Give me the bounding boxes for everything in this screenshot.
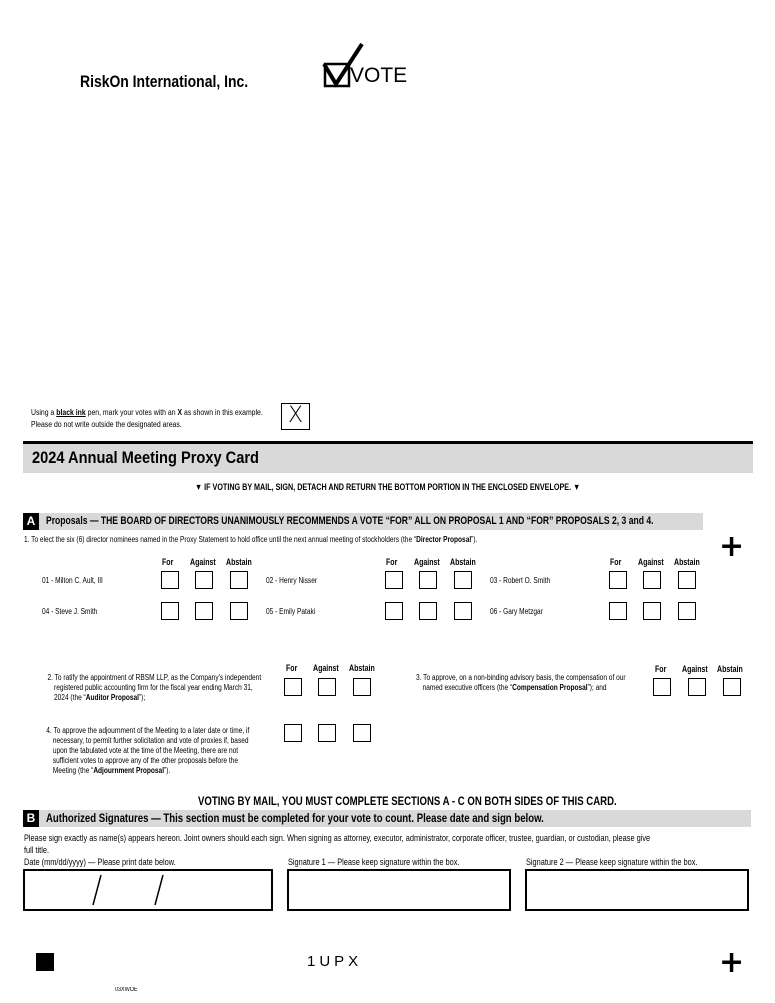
proposal-4-abstain-checkbox[interactable] [353,724,371,742]
nominee-05-against-checkbox[interactable] [419,602,437,620]
must-complete-notice: VOTING BY MAIL, YOU MUST COMPLETE SECTIONS A - C ON BOTH SIDES OF THIS CARD. [198,794,617,808]
header-against: Against [682,664,708,674]
proposal-2-for-checkbox[interactable] [284,678,302,696]
nominee-02: 02 - Henry Nisser [266,576,318,585]
proposal-4-text: 4. To approve the adjournment of the Meeting to a later date or time, if necessary, to permit further solicitation and vote of proxies if, based upon the tabulated vote at the time of the Meeting, there are not sufficient votes to approve any of the other proposals before the Meeting (the “Adjournment Proposal”). [46,726,250,775]
proposal-2-text: 2. To ratify the appointment of RBSM LLP, as the Company’s independent registered public accounting firm for the fiscal year ending March 31, 2024 (the “Auditor Proposal”); [47,673,262,702]
nominee-06-abstain-checkbox[interactable] [678,602,696,620]
company-name: RiskOn International, Inc. [80,72,249,91]
registration-square [36,953,54,971]
date-field[interactable] [23,869,273,911]
signature-2-field[interactable] [525,869,749,911]
nominee-01-against-checkbox[interactable] [195,571,213,589]
header-against: Against [313,663,339,673]
signature-1-field[interactable] [287,869,511,911]
vote-logo-text: VOTE [350,64,408,87]
header-for: For [655,664,667,674]
date-slashes [25,871,271,909]
proposal-1-text: 1. To elect the six (6) director nominees named in the Proxy Statement to hold office until the next annual meeting of stockholders (the “Director Proposal”). [24,535,478,544]
header-against: Against [414,557,440,567]
proposal-3-text: 3. To approve, on a non-binding advisory basis, the compensation of our named executive officers (the “Compensation Proposal”); and [416,673,626,692]
nominee-05-abstain-checkbox[interactable] [454,602,472,620]
nominee-02-against-checkbox[interactable] [419,571,437,589]
header-abstain: Abstain [717,664,743,674]
tiny-code: 03XWOE [115,987,138,993]
proposal-3-against-checkbox[interactable] [688,678,706,696]
nominee-05: 05 - Emily Pataki [266,607,316,616]
section-a-letter: A [23,513,39,530]
plus-mark-icon: + [719,945,745,980]
nominee-03-against-checkbox[interactable] [643,571,661,589]
vote-check-icon [322,42,408,92]
proposal-4-against-checkbox[interactable] [318,724,336,742]
proposal-2-abstain-checkbox[interactable] [353,678,371,696]
nominee-06: 06 - Gary Metzgar [490,607,543,616]
header-for: For [162,557,174,567]
vote-logo [322,42,408,92]
nominee-01: 01 - Milton C. Ault, III [42,576,103,585]
card-title: 2024 Annual Meeting Proxy Card [32,448,259,467]
nominee-04-abstain-checkbox[interactable] [230,602,248,620]
section-a-heading: Proposals — THE BOARD OF DIRECTORS UNANIMOUSLY RECOMMENDS A VOTE “FOR” ALL ON PROPOSAL 1 AND “FOR” PROPOSALS 2, 3 and 4. [46,515,654,527]
signature-2-label: Signature 2 — Please keep signature within the box. [526,857,698,867]
header-for: For [286,663,298,673]
signature-1-label: Signature 1 — Please keep signature within the box. [288,857,460,867]
section-b-heading: Authorized Signatures — This section must be completed for your vote to count. Please date and sign below. [46,811,544,825]
header-against: Against [190,557,216,567]
proposal-3-abstain-checkbox[interactable] [723,678,741,696]
mail-notice: ▼ IF VOTING BY MAIL, SIGN, DETACH AND RETURN THE BOTTOM PORTION IN THE ENCLOSED ENVELOPE. ▼ [195,482,581,492]
nominee-04: 04 - Steve J. Smith [42,607,98,616]
header-abstain: Abstain [226,557,252,567]
plus-mark-icon: + [719,529,745,564]
nominee-05-for-checkbox[interactable] [385,602,403,620]
nominee-06-against-checkbox[interactable] [643,602,661,620]
date-label: Date (mm/dd/yyyy) — Please print date below. [24,857,176,867]
proposal-4-for-checkbox[interactable] [284,724,302,742]
header-against: Against [638,557,664,567]
proposal-3-for-checkbox[interactable] [653,678,671,696]
nominee-03: 03 - Robert O. Smith [490,576,551,585]
section-b-letter: B [23,810,39,827]
nominee-06-for-checkbox[interactable] [609,602,627,620]
header-abstain: Abstain [349,663,375,673]
nominee-04-for-checkbox[interactable] [161,602,179,620]
nominee-01-abstain-checkbox[interactable] [230,571,248,589]
header-for: For [610,557,622,567]
nominee-03-abstain-checkbox[interactable] [678,571,696,589]
nominee-04-against-checkbox[interactable] [195,602,213,620]
header-for: For [386,557,398,567]
nominee-02-abstain-checkbox[interactable] [454,571,472,589]
proposal-2-against-checkbox[interactable] [318,678,336,696]
example-mark-box: X [281,403,310,430]
header-abstain: Abstain [450,557,476,567]
marking-instructions: Using a black ink pen, mark your votes with an X as shown in this example. Please do not write outside the designated areas. [31,408,263,429]
nominee-01-for-checkbox[interactable] [161,571,179,589]
form-code: 1UPX [307,953,363,970]
signing-instructions: Please sign exactly as name(s) appears hereon. Joint owners should each sign. When signing as attorney, executor, administrator, corporate officer, trustee, guardian, or custodian, please give full title. [24,833,651,855]
header-abstain: Abstain [674,557,700,567]
nominee-03-for-checkbox[interactable] [609,571,627,589]
nominee-02-for-checkbox[interactable] [385,571,403,589]
